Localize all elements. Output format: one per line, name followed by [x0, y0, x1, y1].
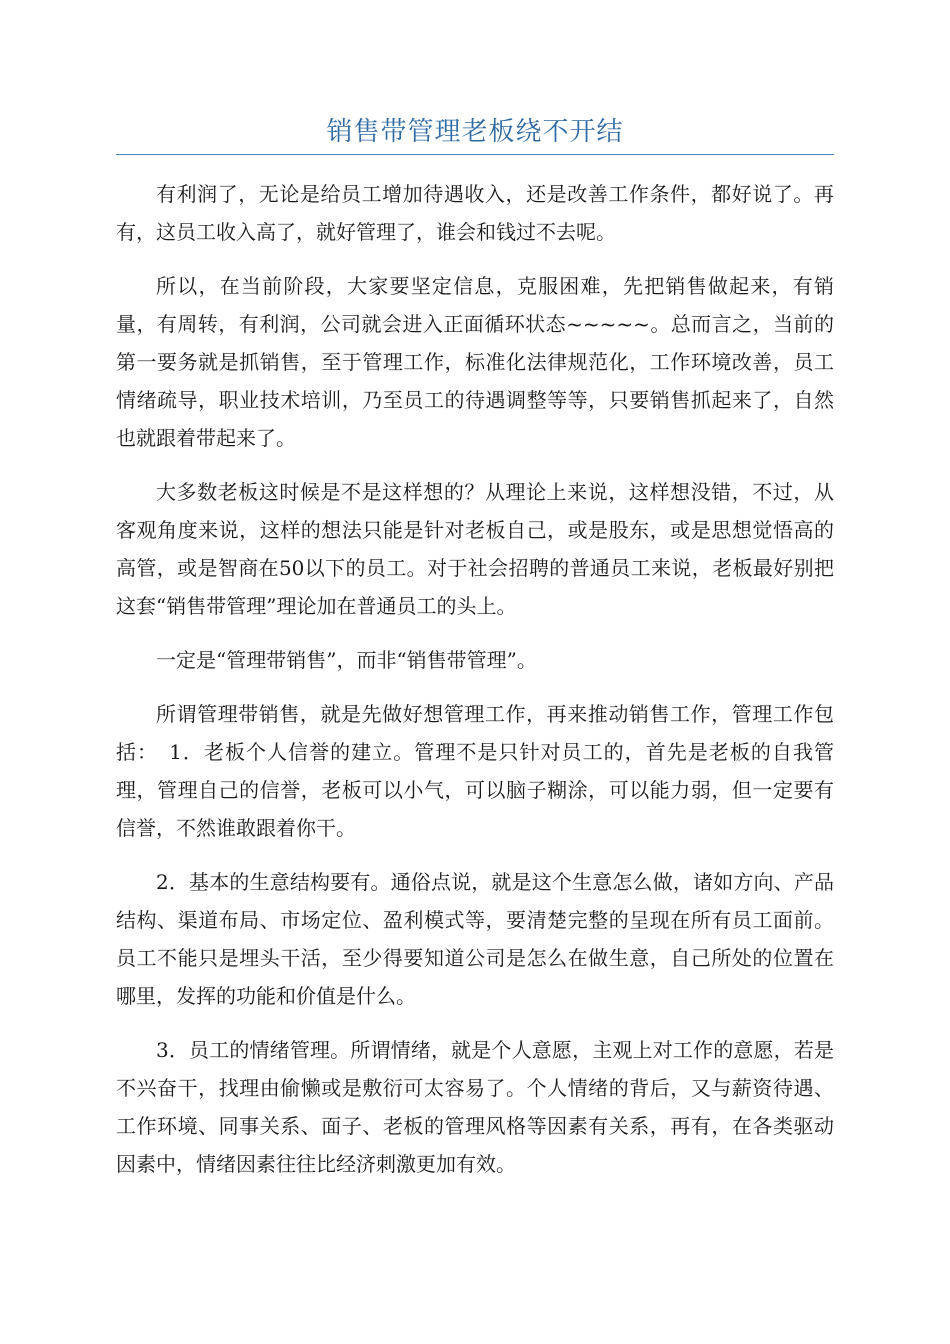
paragraph-1: 有利润了，无论是给员工增加待遇收入，还是改善工作条件，都好说了。再有，这员工收入高了，就好管理了，谁会和钱过不去呢。: [116, 182, 834, 244]
paragraph-5: 所谓管理带销售，就是先做好想管理工作，再来推动销售工作，管理工作包括： 1．老板个人信誉的建立。管理不是只针对员工的，首先是老板的自我管理，管理自己的信誉，老板可以小气，可以脑子糊涂，可以能力弱，但一定要有信誉，不然谁敢跟着你干。: [116, 702, 834, 840]
document-body: [116, 175, 834, 1199]
paragraph-6: 2．基本的生意结构要有。通俗点说，就是这个生意怎么做，诸如方向、产品结构、渠道布局、市场定位、盈利模式等，要清楚完整的呈现在所有员工面前。员工不能只是埋头干活，至少得要知道公司是怎么在做生意，自己所处的位置在哪里，发挥的功能和价值是什么。: [116, 870, 834, 1008]
paragraph-7: 3．员工的情绪管理。所谓情绪，就是个人意愿，主观上对工作的意愿，若是不兴奋干，找理由偷懒或是敷衍可太容易了。个人情绪的背后，又与薪资待遇、工作环境、同事关系、面子、老板的管理风格等因素有关系，再有，在各类驱动因素中，情绪因素往往比经济刺激更加有效。: [116, 1038, 834, 1176]
title-underline: [116, 154, 834, 155]
paragraph-2: 所以，在当前阶段，大家要坚定信息，克服困难，先把销售做起来，有销量，有周转，有利润，公司就会进入正面循环状态~~~~~。总而言之，当前的第一要务就是抓销售，至于管理工作，标准化法律规范化，工作环境改善，员工情绪疏导，职业技术培训，乃至员工的待遇调整等等，只要销售抓起来了，自然也就跟着带起来了。: [116, 274, 834, 450]
paragraph-3: 大多数老板这时候是不是这样想的？从理论上来说，这样想没错，不过，从客观角度来说，这样的想法只能是针对老板自己，或是股东，或是思想觉悟高的高管，或是智商在50以下的员工。对于社会招聘的普通员工来说，老板最好别把这套“销售带管理”理论加在普通员工的头上。: [116, 480, 834, 618]
paragraph-4: 一定是“管理带销售”，而非“销售带管理”。: [156, 648, 537, 672]
document-title: 销售带管理老板绕不开结: [326, 117, 624, 147]
